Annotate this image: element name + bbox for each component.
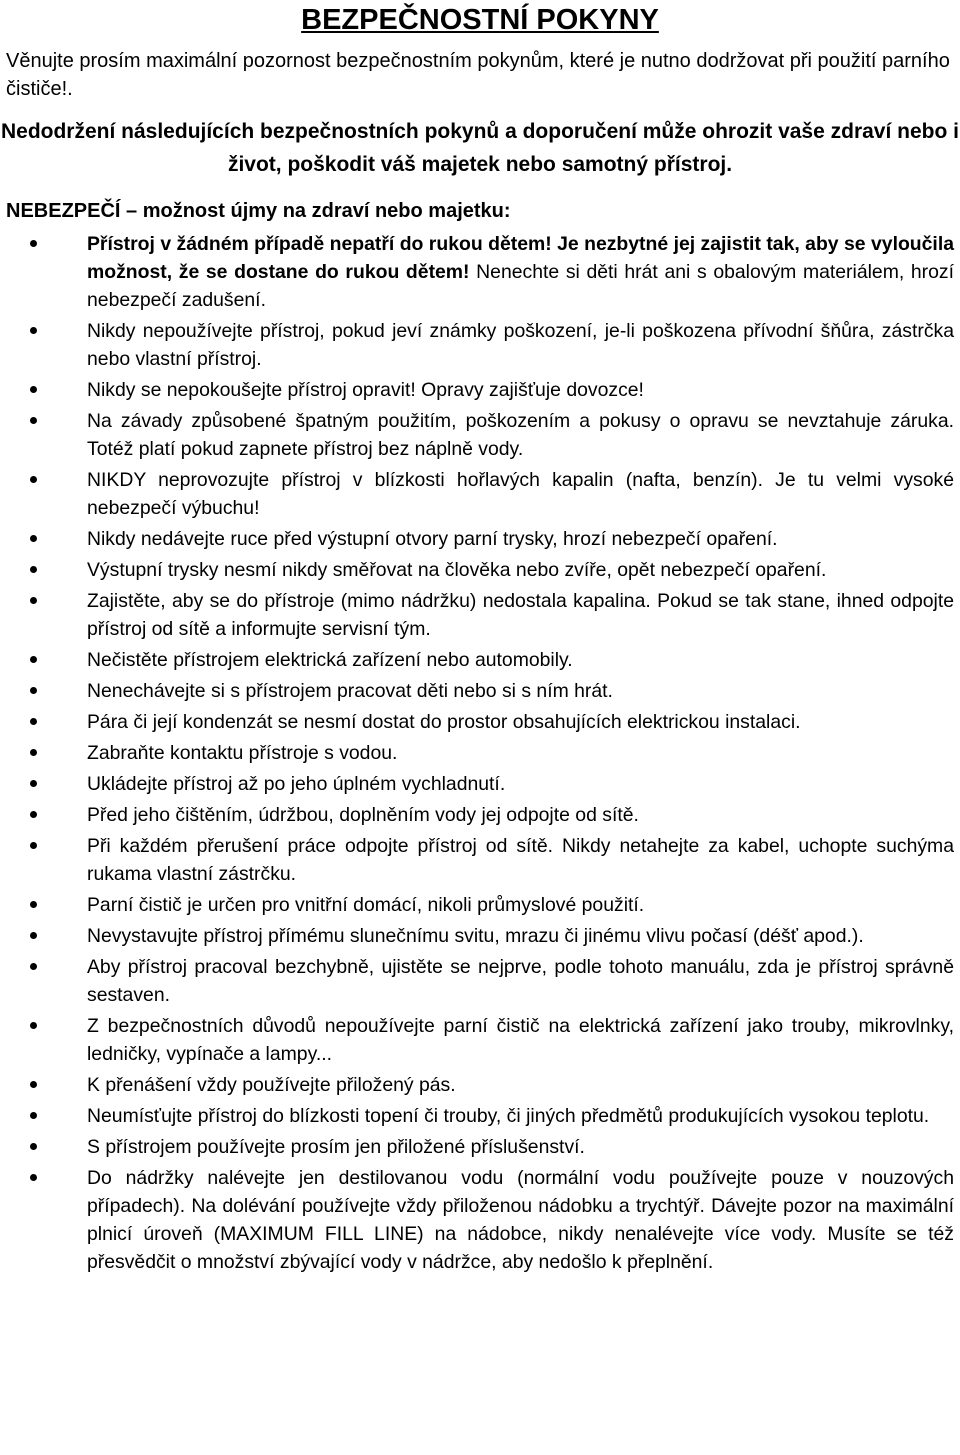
list-item	[0, 801, 960, 829]
list-item	[0, 1012, 960, 1068]
list-item	[0, 587, 960, 643]
bullet-icon	[30, 842, 37, 849]
bullet-icon	[30, 932, 37, 939]
bullet-icon	[30, 1112, 37, 1119]
bullet-icon	[30, 535, 37, 542]
item-text: Nenechte si děti hrát ani s obalovým materiálem, hrozí nebezpečí zadušení.	[87, 261, 954, 311]
list-item	[0, 832, 960, 888]
bullet-icon	[30, 327, 37, 334]
item-text: S přístrojem používejte prosím jen přiložené příslušenství.	[87, 1136, 585, 1158]
list-item	[0, 646, 960, 674]
bullet-icon	[30, 901, 37, 908]
list-item	[0, 770, 960, 798]
list-item	[0, 739, 960, 767]
item-text: Nikdy nedávejte ruce před výstupní otvory parní trysky, hrozí nebezpečí opaření.	[87, 528, 778, 550]
bullet-icon	[30, 1174, 37, 1181]
bullet-icon	[30, 240, 37, 247]
item-text: Zajistěte, aby se do přístroje (mimo nádržku) nedostala kapalina. Pokud se tak stane, ihned odpojte přístroj od sítě a informujte servisní tým.	[87, 590, 954, 640]
bullet-icon	[30, 476, 37, 483]
item-text: Při každém přerušení práce odpojte přístroj od sítě. Nikdy netahejte za kabel, uchopte suchýma rukama vlastní zástrčku.	[87, 835, 954, 885]
list-item	[0, 1071, 960, 1099]
page-title: BEZPEČNOSTNÍ POKYNY	[301, 4, 659, 36]
intro-paragraph: Věnujte prosím maximální pozornost bezpečnostním pokynům, které je nutno dodržovat při použití parního čističe!.	[6, 50, 950, 100]
bullet-icon	[30, 566, 37, 573]
bullet-icon	[30, 386, 37, 393]
list-item	[0, 708, 960, 736]
bullet-icon	[30, 656, 37, 663]
item-text: Parní čistič je určen pro vnitřní domácí, nikoli průmyslové použití.	[87, 894, 645, 916]
list-item	[0, 922, 960, 950]
bullet-icon	[30, 1022, 37, 1029]
bullet-icon	[30, 780, 37, 787]
item-text: Do nádržky nalévejte jen destilovanou vodu (normální vodu používejte pouze v nouzových případech). Na dolévání používejte vždy přiloženou nádobku a trychtýř. Dávejte pozor na maximální plnicí úroveň (MAXIMUM FILL LINE) na nádobce, nikdy nenalévejte více vody. Musíte se též přesvědčit o množství zbývající vody v nádržce, aby nedošlo k přeplnění.	[87, 1167, 954, 1273]
list-item	[0, 891, 960, 919]
item-text: Před jeho čištěním, údržbou, doplněním vody jej odpojte od sítě.	[87, 804, 639, 826]
item-text: Nikdy se nepokoušejte přístroj opravit! Opravy zajišťuje dovozce!	[87, 379, 644, 401]
bullet-icon	[30, 963, 37, 970]
danger-heading: NEBEZPEČÍ – možnost újmy na zdraví nebo majetku:	[6, 200, 511, 222]
safety-list	[0, 230, 960, 1279]
list-item	[0, 466, 960, 522]
list-item	[0, 317, 960, 373]
warning-paragraph: Nedodržení následujících bezpečnostních pokynů a doporučení může ohrozit vaše zdraví nebo i život, poškodit váš majetek nebo samotný přístroj.	[0, 120, 959, 176]
list-item	[0, 1102, 960, 1130]
list-item	[0, 376, 960, 404]
bullet-icon	[30, 749, 37, 756]
list-item	[0, 953, 960, 1009]
item-text: NIKDY neprovozujte přístroj v blízkosti hořlavých kapalin (nafta, benzín). Je tu velmi vysoké nebezpečí výbuchu!	[87, 469, 954, 519]
bullet-icon	[30, 811, 37, 818]
list-item	[0, 407, 960, 463]
item-text: Aby přístroj pracoval bezchybně, ujistěte se nejprve, podle tohoto manuálu, zda je přístroj správně sestaven.	[87, 956, 954, 1006]
item-text: Výstupní trysky nesmí nikdy směřovat na člověka nebo zvíře, opět nebezpečí opaření.	[87, 559, 827, 581]
item-text: Pára či její kondenzát se nesmí dostat do prostor obsahujících elektrickou instalaci.	[87, 711, 801, 733]
bullet-icon	[30, 718, 37, 725]
item-text: K přenášení vždy používejte přiložený pás.	[87, 1074, 456, 1096]
bullet-icon	[30, 1143, 37, 1150]
list-item	[0, 230, 960, 314]
item-text: Na závady způsobené špatným použitím, poškozením a pokusy o opravu se nevztahuje záruka. Totéž platí pokud zapnete přístroj bez náplně vody.	[87, 410, 954, 460]
bullet-icon	[30, 597, 37, 604]
item-text: Neumísťujte přístroj do blízkosti topení či trouby, či jiných předmětů produkujících vysokou teplotu.	[87, 1105, 930, 1127]
item-text: Nikdy nepoužívejte přístroj, pokud jeví známky poškození, je-li poškozena přívodní šňůra, zástrčka nebo vlastní přístroj.	[87, 320, 954, 370]
bullet-icon	[30, 1081, 37, 1088]
list-item	[0, 1164, 960, 1276]
item-text: Nečistěte přístrojem elektrická zařízení nebo automobily.	[87, 649, 573, 671]
bullet-icon	[30, 417, 37, 424]
list-item	[0, 525, 960, 553]
item-text: Nevystavujte přístroj přímému slunečnímu svitu, mrazu či jinému vlivu počasí (déšť apod.).	[87, 925, 864, 947]
item-bold-text: Přístroj v žádném případě nepatří do rukou dětem! Je nezbytné jej zajistit tak, aby se vyloučila možnost, že se dostane do rukou dětem!	[87, 233, 954, 283]
list-item	[0, 556, 960, 584]
item-text: Zabraňte kontaktu přístroje s vodou.	[87, 742, 398, 764]
list-item	[0, 1133, 960, 1161]
bullet-icon	[30, 687, 37, 694]
item-text: Z bezpečnostních důvodů nepoužívejte parní čistič na elektrická zařízení jako trouby, mikrovlnky, ledničky, vypínače a lampy...	[87, 1015, 954, 1065]
item-text: Nenechávejte si s přístrojem pracovat děti nebo si s ním hrát.	[87, 680, 613, 702]
item-text: Ukládejte přístroj až po jeho úplném vychladnutí.	[87, 773, 506, 795]
list-item	[0, 677, 960, 705]
